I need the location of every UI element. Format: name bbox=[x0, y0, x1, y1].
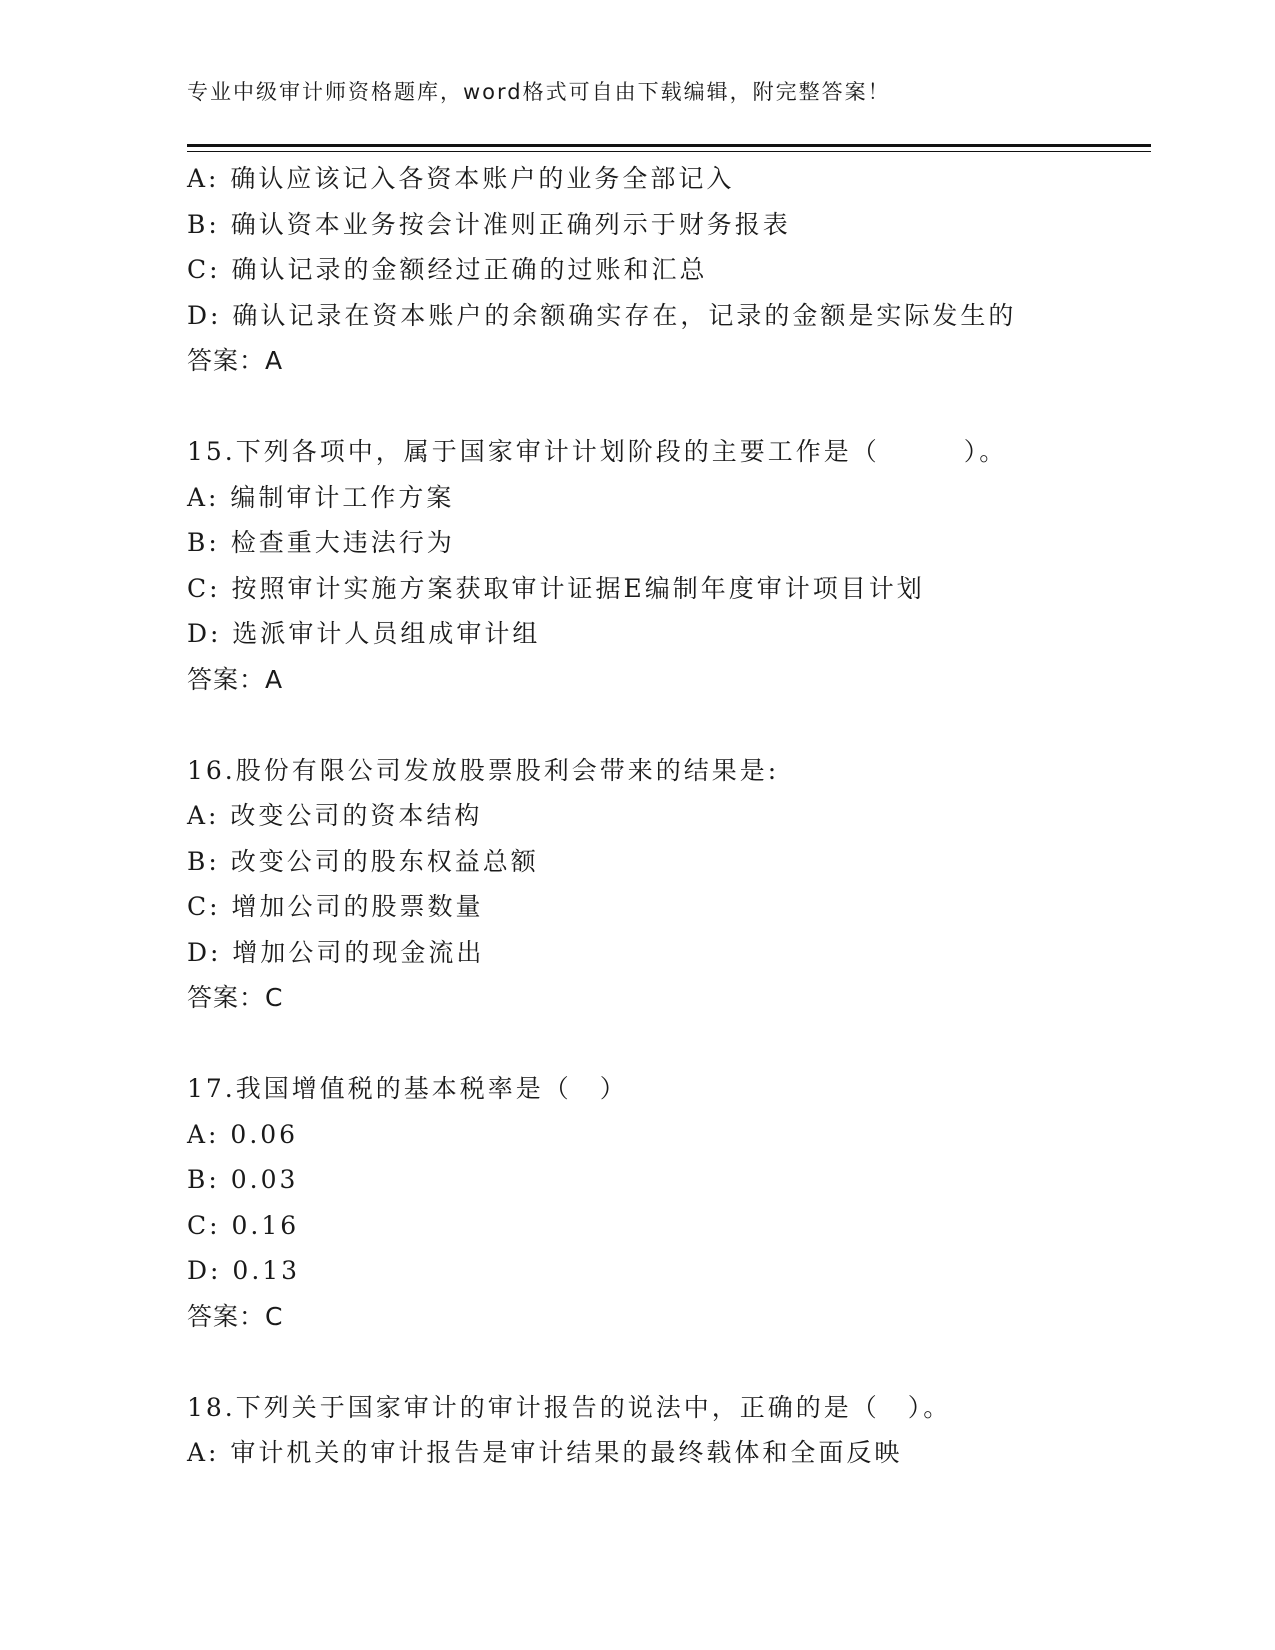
question-text: 16.股份有限公司发放股票股利会带来的结果是: bbox=[187, 755, 780, 785]
question-17 bbox=[187, 1066, 1151, 1339]
option-b: B: 改变公司的股东权益总额 bbox=[187, 846, 539, 876]
question-text: 18.下列关于国家审计的审计报告的说法中，正确的是（ ）。 bbox=[187, 1392, 952, 1422]
answer: 答案：C bbox=[187, 1301, 284, 1331]
option-d: D: 0.13 bbox=[187, 1256, 301, 1285]
header-rule-thin bbox=[187, 151, 1151, 152]
spacer bbox=[187, 1021, 1151, 1067]
page-header: 专业中级审计师资格题库，word格式可自由下载编辑，附完整答案！ bbox=[187, 80, 891, 104]
spacer bbox=[187, 384, 1151, 430]
question-15 bbox=[187, 429, 1151, 702]
option-d: D: 确认记录在资本账户的余额确实存在，记录的金额是实际发生的 bbox=[187, 300, 1017, 330]
question-content bbox=[187, 156, 1151, 1476]
question-text: 15.下列各项中，属于国家审计计划阶段的主要工作是（ ）。 bbox=[187, 437, 1008, 466]
header-rule-thick bbox=[187, 144, 1151, 147]
option-a: A: 改变公司的资本结构 bbox=[187, 801, 483, 830]
spacer bbox=[187, 702, 1151, 748]
option-b: B: 0.03 bbox=[187, 1165, 299, 1194]
option-c: C: 增加公司的股票数量 bbox=[187, 892, 484, 921]
answer: 答案：A bbox=[187, 664, 284, 694]
question-text: 17.我国增值税的基本税率是（ ） bbox=[187, 1074, 628, 1103]
option-c: C: 确认记录的金额经过正确的过账和汇总 bbox=[187, 255, 708, 284]
answer: 答案：A bbox=[187, 346, 284, 375]
option-a: A: 确认应该记入各资本账户的业务全部记入 bbox=[187, 164, 735, 193]
option-d: D: 选派审计人员组成审计组 bbox=[187, 619, 541, 648]
option-c: C: 0.16 bbox=[187, 1210, 300, 1240]
spacer bbox=[187, 1339, 1151, 1385]
option-a: A: 0.06 bbox=[187, 1119, 299, 1149]
option-c: C: 按照审计实施方案获取审计证据E编制年度审计项目计划 bbox=[187, 573, 925, 603]
option-a: A: 审计机关的审计报告是审计结果的最终载体和全面反映 bbox=[187, 1438, 903, 1467]
question-18 bbox=[187, 1385, 1151, 1476]
option-a: A: 编制审计工作方案 bbox=[187, 482, 455, 512]
option-b: B: 确认资本业务按会计准则正确列示于财务报表 bbox=[187, 209, 791, 239]
question-14 bbox=[187, 156, 1151, 384]
answer: 答案：C bbox=[187, 983, 284, 1012]
option-d: D: 增加公司的现金流出 bbox=[187, 937, 485, 967]
question-16 bbox=[187, 748, 1151, 1021]
option-b: B: 检查重大违法行为 bbox=[187, 528, 455, 557]
